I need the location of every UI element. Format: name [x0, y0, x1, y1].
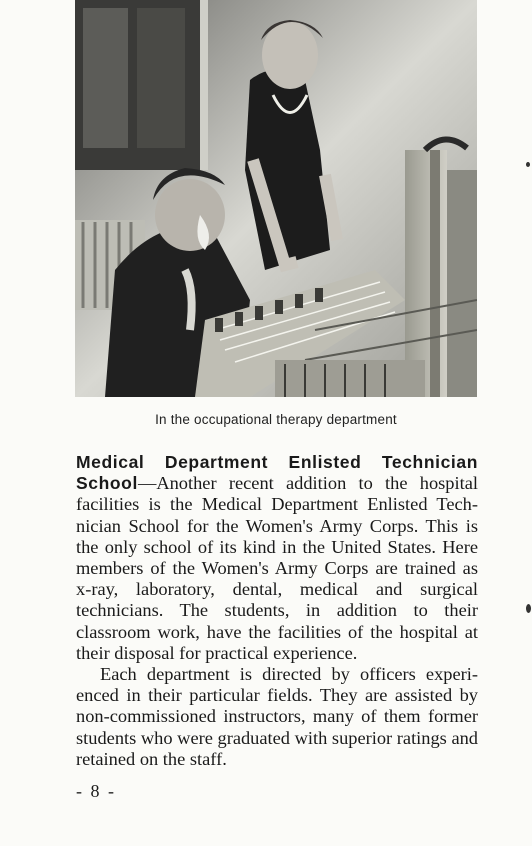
article-paragraph-1 [76, 452, 478, 664]
margin-mark-top [526, 162, 530, 167]
paragraph-1-text: Another recent addition to the hospital facilities is the Medical Department Enlisted Technician School for the Women's Army Corps. This is the only school of its kind in the United States. Here members of the Women's Army Corps are trained as x-ray, laboratory, dental, medical and surgical technicians. The students, in addition to their classroom work, have the facilities of the hospital at their disposal for practical experience. [76, 473, 478, 663]
heading-dash: — [137, 473, 157, 494]
page-number: - 8 - [76, 781, 116, 801]
occupational-therapy-photo [75, 0, 477, 397]
photo-illustration [75, 0, 477, 397]
margin-mark-bottom [526, 604, 531, 613]
section-heading: Medical Department Enlisted Technician School [76, 452, 478, 494]
article-body [76, 452, 478, 770]
photo-caption: In the occupational therapy department [155, 412, 397, 427]
article-paragraph-2: Each department is directed by officers experienced in their particular fields. They are assisted by non-commissioned instructors, many of them former students who were graduated with superior ratings and retained on the staff. [76, 664, 478, 769]
